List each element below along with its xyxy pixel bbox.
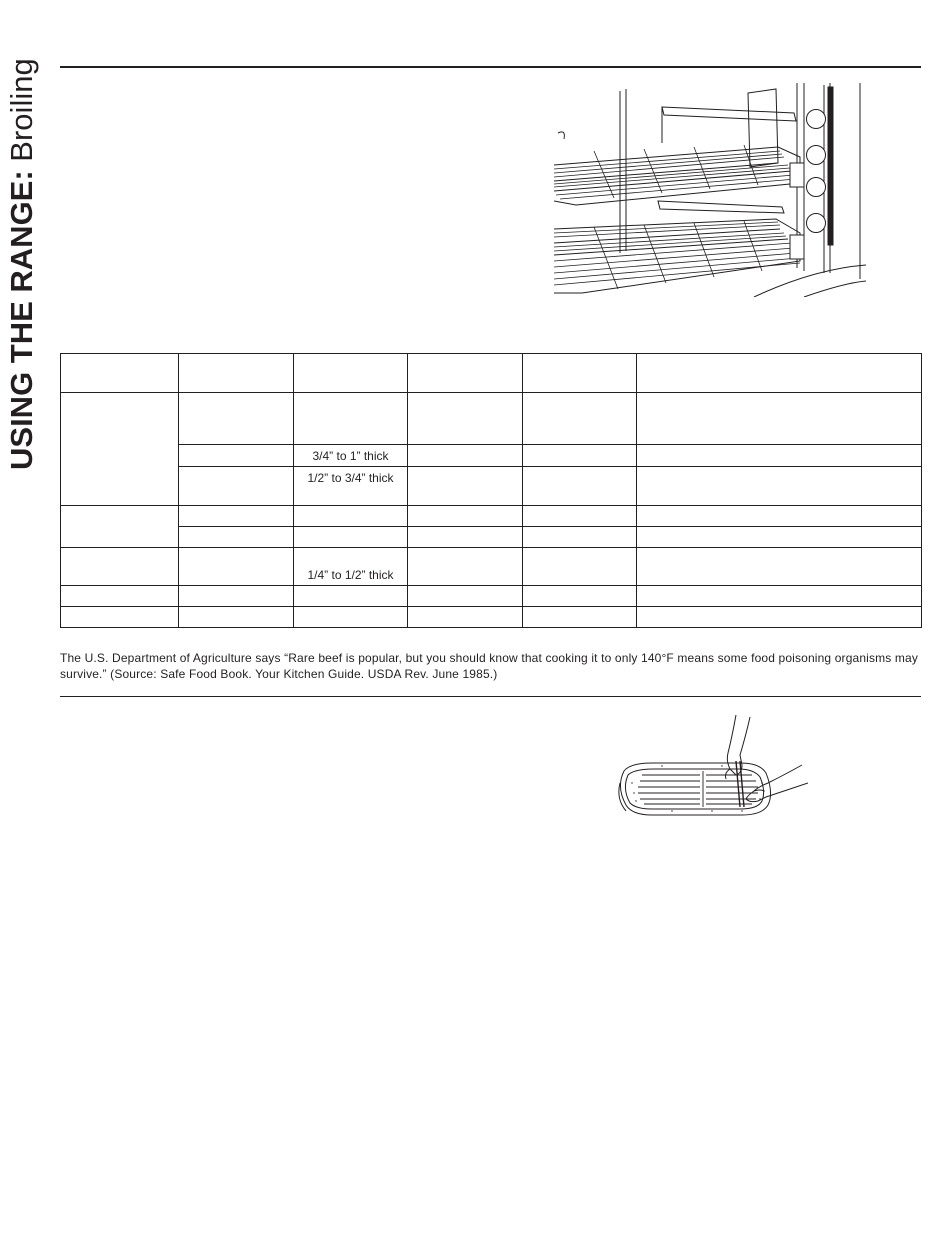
table-cell	[179, 506, 294, 527]
table-cell	[637, 506, 922, 527]
section-title-topic: Broiling	[4, 58, 39, 162]
table-cell	[179, 467, 294, 506]
table-cell	[523, 586, 637, 607]
oven-racks-illustration	[554, 83, 866, 297]
table-cell	[408, 467, 523, 506]
table-cell	[637, 467, 922, 506]
header-cell	[408, 354, 523, 393]
header-cell	[294, 354, 408, 393]
food-group-cell	[61, 607, 179, 628]
table-row	[61, 607, 922, 628]
thickness-cell: 1/2” to 3/4” thick	[294, 467, 408, 506]
table-row	[61, 586, 922, 607]
table-cell	[179, 393, 294, 445]
table-cell	[523, 445, 637, 467]
table-cell	[637, 527, 922, 548]
thickness-cell	[294, 527, 408, 548]
food-group-cell	[61, 506, 179, 548]
thickness-cell	[294, 586, 408, 607]
table-cell	[523, 506, 637, 527]
table-row	[61, 467, 922, 506]
thickness-cell	[294, 607, 408, 628]
thickness-cell: 1/4” to 1/2” thick	[294, 548, 408, 586]
table-cell	[408, 393, 523, 445]
table-row	[61, 393, 922, 445]
table-cell	[408, 548, 523, 586]
table-cell	[523, 548, 637, 586]
table-row	[61, 548, 922, 586]
table-cell	[637, 393, 922, 445]
top-divider	[60, 66, 921, 68]
thickness-cell: 3/4” to 1” thick	[294, 445, 408, 467]
table-cell	[179, 445, 294, 467]
header-cell	[637, 354, 922, 393]
section-title	[2, 30, 42, 470]
table-cell	[637, 548, 922, 586]
section-title-main: USING THE RANGE:	[4, 170, 39, 470]
table-cell	[408, 527, 523, 548]
table-header-row	[61, 354, 922, 393]
food-group-cell	[61, 586, 179, 607]
broiler-pan-illustration	[612, 713, 808, 821]
table-row	[61, 527, 922, 548]
header-cell	[61, 354, 179, 393]
header-cell	[179, 354, 294, 393]
header-cell	[523, 354, 637, 393]
table-cell	[179, 607, 294, 628]
table-cell	[637, 607, 922, 628]
table-cell	[408, 586, 523, 607]
table-cell	[408, 506, 523, 527]
broiling-guide-table	[60, 353, 922, 628]
middle-divider	[60, 696, 921, 697]
usda-note: The U.S. Department of Agriculture says “Rare beef is popular, but you should know that cooking it to only 140°F means some food poisoning organisms may survive.” (Source: Safe Food Book. Your Kitchen Guide. USDA Rev. June 1985.)	[60, 651, 919, 681]
table-cell	[637, 445, 922, 467]
table-row	[61, 445, 922, 467]
thickness-cell	[294, 393, 408, 445]
table-cell	[637, 586, 922, 607]
table-cell	[523, 393, 637, 445]
table-cell	[179, 527, 294, 548]
table-cell	[523, 527, 637, 548]
table-cell	[523, 607, 637, 628]
table-cell	[408, 445, 523, 467]
table-cell	[179, 586, 294, 607]
food-group-cell	[61, 548, 179, 586]
table-cell	[523, 467, 637, 506]
table-cell	[408, 607, 523, 628]
table-row	[61, 506, 922, 527]
table-cell	[179, 548, 294, 586]
thickness-cell	[294, 506, 408, 527]
food-group-cell	[61, 393, 179, 506]
